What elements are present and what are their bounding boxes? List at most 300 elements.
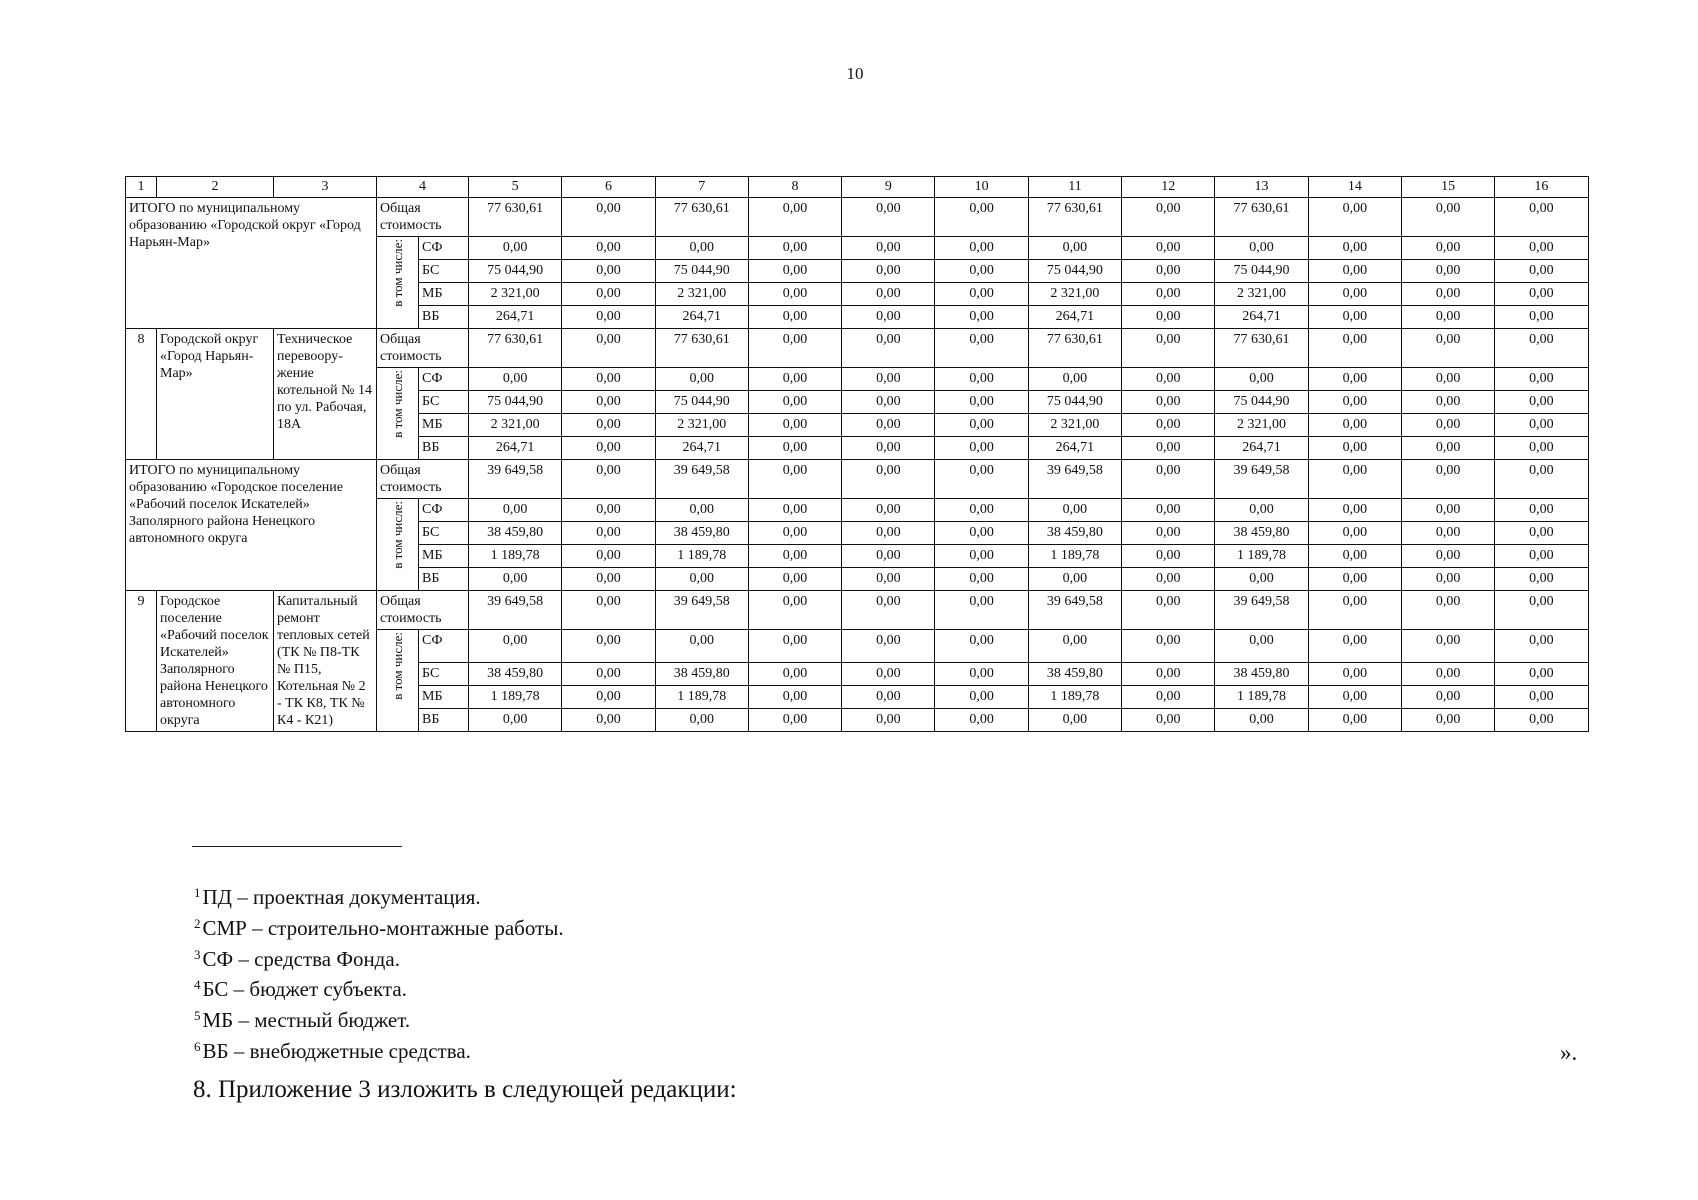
including-label-text: в том числе: (389, 239, 405, 307)
footnote-mark: 3 (194, 946, 201, 962)
value-cell: 75 044,90 (1215, 391, 1308, 414)
value-cell: 0,00 (1308, 591, 1401, 630)
value-cell: 0,00 (1495, 545, 1588, 568)
value-cell: 2 321,00 (1215, 414, 1308, 437)
value-cell: 264,71 (1028, 437, 1121, 460)
footnote-text: МБ – местный бюджет. (202, 1008, 411, 1033)
value-cell: 77 630,61 (1215, 329, 1308, 368)
value-cell: 0,00 (935, 522, 1028, 545)
footnotes (194, 880, 564, 1065)
value-cell: 0,00 (935, 414, 1028, 437)
value-cell: 0,00 (842, 522, 935, 545)
funding-source-code: БС (419, 260, 469, 283)
column-header: 7 (655, 177, 748, 198)
value-cell: 0,00 (748, 414, 841, 437)
value-cell: 0,00 (842, 499, 935, 522)
value-cell: 0,00 (1401, 545, 1494, 568)
value-cell: 0,00 (1308, 437, 1401, 460)
value-cell: 2 321,00 (469, 414, 562, 437)
value-cell: 0,00 (1401, 306, 1494, 329)
value-cell: 0,00 (1122, 437, 1215, 460)
value-cell: 0,00 (1308, 545, 1401, 568)
column-header: 14 (1308, 177, 1401, 198)
value-cell: 264,71 (1215, 306, 1308, 329)
value-cell: 0,00 (842, 368, 935, 391)
value-cell: 0,00 (562, 630, 655, 663)
value-cell: 0,00 (1401, 591, 1494, 630)
value-cell: 0,00 (935, 437, 1028, 460)
footnote-mark: 5 (194, 1008, 201, 1024)
value-cell: 1 189,78 (1215, 545, 1308, 568)
value-cell: 0,00 (1401, 414, 1494, 437)
value-cell: 2 321,00 (1028, 414, 1121, 437)
funding-source-code: ВБ (419, 437, 469, 460)
value-cell: 0,00 (842, 545, 935, 568)
funding-source-code: БС (419, 522, 469, 545)
value-cell: 0,00 (748, 260, 841, 283)
value-cell: 0,00 (469, 709, 562, 732)
value-cell: 0,00 (748, 709, 841, 732)
value-cell: 0,00 (842, 260, 935, 283)
value-cell: 0,00 (469, 368, 562, 391)
value-cell: 0,00 (748, 460, 841, 499)
value-cell: 0,00 (748, 663, 841, 686)
value-cell: 0,00 (562, 663, 655, 686)
value-cell: 0,00 (1401, 437, 1494, 460)
value-cell: 0,00 (655, 568, 748, 591)
column-header: 6 (562, 177, 655, 198)
column-header: 13 (1215, 177, 1308, 198)
value-cell: 0,00 (935, 545, 1028, 568)
value-cell: 0,00 (1308, 499, 1401, 522)
total-cost-label: Общая стоимость (377, 591, 469, 630)
footnote-text: ПД – проектная документация. (202, 885, 481, 909)
value-cell: 38 459,80 (469, 522, 562, 545)
value-cell: 0,00 (1401, 499, 1494, 522)
value-cell: 0,00 (748, 283, 841, 306)
value-cell: 39 649,58 (469, 460, 562, 499)
value-cell: 38 459,80 (655, 522, 748, 545)
value-cell: 0,00 (1495, 368, 1588, 391)
value-cell: 0,00 (935, 499, 1028, 522)
value-cell: 0,00 (748, 545, 841, 568)
value-cell: 0,00 (748, 306, 841, 329)
value-cell: 0,00 (1495, 198, 1588, 237)
footnote-text: СФ – средства Фонда. (202, 946, 400, 971)
value-cell: 0,00 (1308, 329, 1401, 368)
value-cell: 0,00 (748, 499, 841, 522)
value-cell: 38 459,80 (1215, 522, 1308, 545)
column-header: 8 (748, 177, 841, 198)
value-cell: 1 189,78 (655, 686, 748, 709)
value-cell: 0,00 (1028, 568, 1121, 591)
value-cell: 0,00 (1122, 522, 1215, 545)
footnote (194, 911, 564, 942)
value-cell: 0,00 (655, 630, 748, 663)
including-label (377, 237, 419, 329)
value-cell: 38 459,80 (469, 663, 562, 686)
value-cell: 0,00 (1401, 686, 1494, 709)
column-header: 10 (935, 177, 1028, 198)
value-cell: 39 649,58 (1215, 591, 1308, 630)
funding-source-code: МБ (419, 686, 469, 709)
value-cell: 0,00 (935, 329, 1028, 368)
value-cell: 0,00 (655, 368, 748, 391)
value-cell: 0,00 (1122, 260, 1215, 283)
column-header: 1 (126, 177, 157, 198)
value-cell: 0,00 (1495, 391, 1588, 414)
funding-source-code: ВБ (419, 306, 469, 329)
value-cell: 77 630,61 (469, 329, 562, 368)
closing-quote: ». (1560, 1040, 1578, 1065)
total-row (126, 198, 1589, 237)
page-number: 10 (846, 64, 864, 83)
column-header: 5 (469, 177, 562, 198)
value-cell: 0,00 (1122, 237, 1215, 260)
value-cell: 39 649,58 (1028, 591, 1121, 630)
value-cell: 0,00 (748, 591, 841, 630)
value-cell: 0,00 (1028, 709, 1121, 732)
value-cell: 0,00 (1401, 630, 1494, 663)
including-label-text: в том числе: (389, 632, 405, 700)
value-cell: 0,00 (748, 568, 841, 591)
value-cell: 2 321,00 (469, 283, 562, 306)
value-cell: 0,00 (842, 437, 935, 460)
value-cell: 0,00 (842, 709, 935, 732)
value-cell: 0,00 (1122, 391, 1215, 414)
value-cell: 0,00 (1495, 414, 1588, 437)
value-cell: 75 044,90 (655, 391, 748, 414)
funding-source-code: СФ (419, 499, 469, 522)
value-cell: 0,00 (1308, 630, 1401, 663)
value-cell: 0,00 (1495, 630, 1588, 663)
value-cell: 2 321,00 (1028, 283, 1121, 306)
value-cell: 0,00 (1495, 522, 1588, 545)
column-header: 9 (842, 177, 935, 198)
item-row (126, 591, 1589, 630)
value-cell: 0,00 (1308, 414, 1401, 437)
value-cell: 0,00 (1401, 329, 1494, 368)
value-cell: 1 189,78 (469, 545, 562, 568)
value-cell: 0,00 (1495, 709, 1588, 732)
including-label-text: в том числе: (389, 501, 405, 569)
value-cell: 0,00 (1122, 368, 1215, 391)
value-cell: 0,00 (842, 460, 935, 499)
value-cell: 0,00 (1495, 663, 1588, 686)
value-cell: 1 189,78 (1215, 686, 1308, 709)
value-cell: 0,00 (469, 568, 562, 591)
value-cell: 39 649,58 (1028, 460, 1121, 499)
footnote (194, 1034, 564, 1065)
value-cell: 0,00 (1215, 237, 1308, 260)
column-header: 4 (377, 177, 469, 198)
column-header: 3 (274, 177, 377, 198)
value-cell: 0,00 (655, 499, 748, 522)
footnote-divider (192, 846, 402, 847)
value-cell: 0,00 (1495, 591, 1588, 630)
value-cell: 0,00 (935, 709, 1028, 732)
including-label (377, 368, 419, 460)
value-cell: 0,00 (562, 568, 655, 591)
value-cell: 0,00 (1401, 237, 1494, 260)
value-cell: 0,00 (1495, 237, 1588, 260)
value-cell: 0,00 (1215, 499, 1308, 522)
value-cell: 0,00 (562, 329, 655, 368)
column-header: 16 (1495, 177, 1588, 198)
footnote-text: ВБ – внебюджетные средства. (202, 1038, 471, 1063)
value-cell: 38 459,80 (1028, 522, 1121, 545)
value-cell: 0,00 (1122, 591, 1215, 630)
column-header: 15 (1401, 177, 1494, 198)
value-cell: 0,00 (562, 522, 655, 545)
value-cell: 0,00 (1215, 568, 1308, 591)
value-cell: 0,00 (1495, 260, 1588, 283)
value-cell: 0,00 (748, 391, 841, 414)
value-cell: 77 630,61 (1028, 329, 1121, 368)
value-cell: 0,00 (1122, 568, 1215, 591)
value-cell: 264,71 (469, 306, 562, 329)
value-cell: 0,00 (842, 591, 935, 630)
value-cell: 0,00 (1308, 198, 1401, 237)
funding-source-code: СФ (419, 630, 469, 663)
value-cell: 0,00 (935, 460, 1028, 499)
value-cell: 0,00 (935, 237, 1028, 260)
footnote (194, 942, 564, 973)
value-cell: 0,00 (748, 522, 841, 545)
column-header: 11 (1028, 177, 1121, 198)
footnote-mark: 2 (194, 915, 201, 931)
value-cell: 0,00 (1122, 545, 1215, 568)
value-cell: 0,00 (1401, 368, 1494, 391)
item-number: 8 (126, 329, 157, 460)
value-cell: 0,00 (562, 686, 655, 709)
value-cell: 77 630,61 (1028, 198, 1121, 237)
value-cell: 0,00 (1401, 663, 1494, 686)
value-cell: 77 630,61 (655, 329, 748, 368)
value-cell: 264,71 (1215, 437, 1308, 460)
value-cell: 0,00 (748, 437, 841, 460)
footnote-mark: 1 (194, 885, 201, 900)
funding-table (125, 176, 1589, 732)
value-cell: 75 044,90 (1215, 260, 1308, 283)
footnote-mark: 4 (194, 977, 201, 993)
value-cell: 0,00 (1308, 368, 1401, 391)
including-label (377, 499, 419, 591)
footnote (194, 880, 564, 911)
value-cell: 0,00 (562, 591, 655, 630)
value-cell: 0,00 (1122, 709, 1215, 732)
funding-source-code: СФ (419, 237, 469, 260)
value-cell: 77 630,61 (655, 198, 748, 237)
value-cell: 0,00 (1122, 663, 1215, 686)
value-cell: 0,00 (1308, 522, 1401, 545)
value-cell: 39 649,58 (655, 591, 748, 630)
value-cell: 0,00 (1028, 499, 1121, 522)
value-cell: 39 649,58 (1215, 460, 1308, 499)
value-cell: 0,00 (1028, 630, 1121, 663)
value-cell: 0,00 (842, 391, 935, 414)
footnote-text: БС – бюджет субъекта. (202, 977, 407, 1002)
total-label: ИТОГО по муниципальному образованию «Городской округ «Город Нарьян-Мар» (126, 198, 377, 329)
value-cell: 1 189,78 (1028, 686, 1121, 709)
value-cell: 0,00 (1401, 391, 1494, 414)
value-cell: 75 044,90 (655, 260, 748, 283)
value-cell: 0,00 (1308, 391, 1401, 414)
value-cell: 0,00 (1215, 630, 1308, 663)
value-cell: 0,00 (1308, 709, 1401, 732)
value-cell: 2 321,00 (655, 283, 748, 306)
value-cell: 0,00 (842, 306, 935, 329)
total-cost-label: Общая стоимость (377, 460, 469, 499)
funding-source-code: МБ (419, 414, 469, 437)
total-label: ИТОГО по муниципальному образованию «Городское поселение «Рабочий поселок Искателей» Заполярного района Ненецкого автономного округа (126, 460, 377, 591)
value-cell: 264,71 (469, 437, 562, 460)
municipality-name: Городской округ «Город Нарьян-Мар» (157, 329, 274, 460)
value-cell: 0,00 (1122, 283, 1215, 306)
column-header: 2 (157, 177, 274, 198)
value-cell: 0,00 (562, 709, 655, 732)
footnote (194, 1003, 564, 1034)
value-cell: 0,00 (935, 630, 1028, 663)
value-cell: 75 044,90 (1028, 391, 1121, 414)
value-cell: 0,00 (1122, 686, 1215, 709)
value-cell: 75 044,90 (1028, 260, 1121, 283)
value-cell: 75 044,90 (469, 260, 562, 283)
value-cell: 1 189,78 (1028, 545, 1121, 568)
funding-source-code: ВБ (419, 568, 469, 591)
value-cell: 0,00 (842, 329, 935, 368)
funding-source-code: СФ (419, 368, 469, 391)
work-description: Техническое перевоору-жение котельной № 14 по ул. Рабочая, 18А (274, 329, 377, 460)
value-cell: 38 459,80 (1215, 663, 1308, 686)
value-cell: 75 044,90 (469, 391, 562, 414)
value-cell: 0,00 (935, 260, 1028, 283)
funding-source-code: МБ (419, 545, 469, 568)
value-cell: 0,00 (748, 329, 841, 368)
value-cell: 0,00 (469, 630, 562, 663)
value-cell: 0,00 (1122, 306, 1215, 329)
value-cell: 1 189,78 (655, 545, 748, 568)
value-cell: 0,00 (562, 499, 655, 522)
instruction-text: 8. Приложение 3 изложить в следующей редакции: (193, 1076, 737, 1103)
value-cell: 0,00 (469, 237, 562, 260)
value-cell: 0,00 (935, 686, 1028, 709)
value-cell: 0,00 (562, 414, 655, 437)
value-cell: 0,00 (842, 283, 935, 306)
value-cell: 0,00 (1495, 568, 1588, 591)
value-cell: 0,00 (1495, 499, 1588, 522)
value-cell: 0,00 (842, 414, 935, 437)
value-cell: 0,00 (1308, 306, 1401, 329)
item-number: 9 (126, 591, 157, 732)
value-cell: 0,00 (748, 237, 841, 260)
value-cell: 39 649,58 (655, 460, 748, 499)
value-cell: 0,00 (1308, 283, 1401, 306)
value-cell: 0,00 (935, 368, 1028, 391)
value-cell: 0,00 (1308, 460, 1401, 499)
value-cell: 0,00 (1495, 460, 1588, 499)
value-cell: 0,00 (935, 391, 1028, 414)
value-cell: 0,00 (1401, 260, 1494, 283)
value-cell: 0,00 (562, 260, 655, 283)
value-cell: 0,00 (1028, 237, 1121, 260)
value-cell: 0,00 (1401, 568, 1494, 591)
value-cell: 0,00 (748, 198, 841, 237)
value-cell: 0,00 (1122, 329, 1215, 368)
value-cell: 0,00 (1308, 260, 1401, 283)
value-cell: 0,00 (1495, 283, 1588, 306)
value-cell: 0,00 (1122, 460, 1215, 499)
column-header: 12 (1122, 177, 1215, 198)
value-cell: 0,00 (562, 391, 655, 414)
value-cell: 0,00 (935, 568, 1028, 591)
value-cell: 0,00 (655, 237, 748, 260)
value-cell: 0,00 (1495, 686, 1588, 709)
item-row (126, 329, 1589, 368)
value-cell: 0,00 (1495, 306, 1588, 329)
value-cell: 0,00 (935, 283, 1028, 306)
value-cell: 0,00 (1122, 630, 1215, 663)
value-cell: 0,00 (1215, 709, 1308, 732)
value-cell: 0,00 (1122, 499, 1215, 522)
value-cell: 0,00 (1215, 368, 1308, 391)
value-cell: 264,71 (655, 306, 748, 329)
value-cell: 0,00 (748, 686, 841, 709)
work-description: Капитальный ремонт тепловых сетей (ТК № П8-ТК № П15, Котельная № 2 - ТК К8, ТК № К4 - К21) (274, 591, 377, 732)
value-cell: 0,00 (1401, 198, 1494, 237)
value-cell: 2 321,00 (1215, 283, 1308, 306)
value-cell: 0,00 (1401, 522, 1494, 545)
value-cell: 0,00 (469, 499, 562, 522)
value-cell: 0,00 (1028, 368, 1121, 391)
header-row (126, 177, 1589, 198)
total-cost-label: Общая стоимость (377, 329, 469, 368)
funding-source-code: БС (419, 663, 469, 686)
total-row (126, 460, 1589, 499)
value-cell: 77 630,61 (1215, 198, 1308, 237)
footnote-text: СМР – строительно-монтажные работы. (202, 915, 564, 940)
footnote-mark: 6 (194, 1038, 201, 1054)
value-cell: 38 459,80 (655, 663, 748, 686)
value-cell: 0,00 (655, 709, 748, 732)
value-cell: 0,00 (1308, 686, 1401, 709)
total-cost-label: Общая стоимость (377, 198, 469, 237)
value-cell: 264,71 (655, 437, 748, 460)
value-cell: 0,00 (1122, 198, 1215, 237)
funding-source-code: МБ (419, 283, 469, 306)
value-cell: 0,00 (1308, 663, 1401, 686)
footnote (194, 972, 564, 1003)
value-cell: 0,00 (1308, 568, 1401, 591)
value-cell: 2 321,00 (655, 414, 748, 437)
value-cell: 0,00 (1401, 709, 1494, 732)
value-cell: 0,00 (562, 545, 655, 568)
value-cell: 0,00 (935, 306, 1028, 329)
value-cell: 0,00 (842, 198, 935, 237)
including-label (377, 630, 419, 732)
value-cell: 0,00 (1308, 237, 1401, 260)
funding-source-code: БС (419, 391, 469, 414)
value-cell: 0,00 (842, 686, 935, 709)
value-cell: 0,00 (562, 198, 655, 237)
value-cell: 0,00 (562, 460, 655, 499)
value-cell: 0,00 (562, 368, 655, 391)
value-cell: 0,00 (1495, 329, 1588, 368)
value-cell: 0,00 (935, 663, 1028, 686)
value-cell: 1 189,78 (469, 686, 562, 709)
value-cell: 0,00 (842, 568, 935, 591)
value-cell: 0,00 (935, 591, 1028, 630)
